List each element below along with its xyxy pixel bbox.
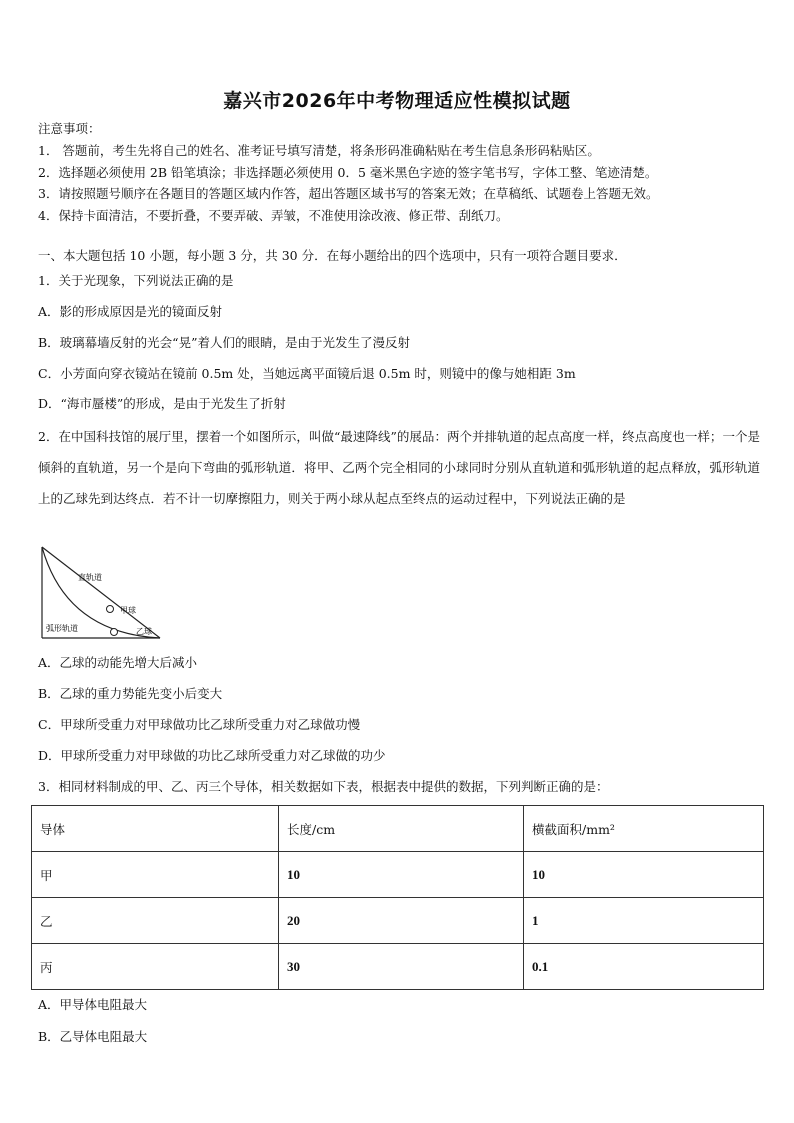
table-row (32, 898, 764, 944)
option-a: A．甲导体电阻最大 (38, 997, 148, 1012)
ball-b (111, 629, 118, 636)
table-cell: 甲 (32, 852, 279, 898)
notice-item: 2．选择题必须使用 2B 铅笔填涂；非选择题必须使用 0．5 毫米黑色字迹的签字笔书写，字体工整、笔迹清楚。 (38, 165, 658, 180)
table-row (32, 944, 764, 990)
section-header: 一、本大题包括 10 小题，每小题 3 分，共 30 分．在每小题给出的四个选项中，只有一项符合题目要求． (38, 248, 627, 263)
data-table (31, 805, 764, 990)
option-d: D．“海市蜃楼”的形成，是由于光发生了折射 (38, 396, 286, 411)
ball-b-label: 乙球 (136, 627, 152, 636)
table-cell: 1 (524, 898, 764, 944)
option-a: A．乙球的动能先增大后减小 (38, 655, 198, 670)
table-cell: 30 (279, 944, 524, 990)
ball-a-label: 甲球 (120, 606, 136, 615)
table-cell: 丙 (32, 944, 279, 990)
table-cell: 10 (279, 852, 524, 898)
question-stem: 1．关于光现象，下列说法正确的是 (38, 273, 234, 288)
question-stem: 2．在中国科技馆的展厅里，摆着一个如图所示，叫做“最速降线”的展品：两个并排轨道的起点高度一样，终点高度也一样；一个是倾斜的直轨道，另一个是向下弯曲的弧形轨道．将甲、乙两个完全相同的小球同时分别从直轨道和弧形轨道的起点释放，弧形轨道上的乙球先到达终点．若不计一切摩擦阻力，则关于两小球从起点至终点的运动过程中，下列说法正确的是 (38, 429, 760, 506)
brachistochrone-figure (38, 545, 168, 645)
table-header-cell: 长度/cm (279, 806, 524, 852)
option-c: C．甲球所受重力对甲球做功比乙球所受重力对乙球做功慢 (38, 717, 361, 732)
notice-heading: 注意事项： (38, 121, 101, 136)
table-cell: 乙 (32, 898, 279, 944)
notice-item: 1． 答题前，考生先将自己的姓名、准考证号填写清楚，将条形码准确粘贴在考生信息条形码粘贴区。 (38, 143, 600, 158)
option-b: B．玻璃幕墙反射的光会“晃”着人们的眼睛，是由于光发生了漫反射 (38, 335, 410, 350)
option-d: D．甲球所受重力对甲球做的功比乙球所受重力对乙球做的功少 (38, 748, 386, 763)
page-title: 嘉兴市2026年中考物理适应性模拟试题 (223, 90, 571, 112)
option-a: A．影的形成原因是光的镜面反射 (38, 304, 223, 319)
ball-a (107, 606, 114, 613)
table-row (32, 852, 764, 898)
table-header-cell: 导体 (32, 806, 279, 852)
notice-item: 3．请按照题号顺序在各题目的答题区域内作答，超出答题区域书写的答案无效；在草稿纸、试题卷上答题无效。 (38, 186, 659, 201)
straight-track-label: 直轨道 (78, 573, 102, 582)
table-header-cell: 横截面积/mm² (524, 806, 764, 852)
option-b: B．乙球的重力势能先变小后变大 (38, 686, 223, 701)
table-cell: 20 (279, 898, 524, 944)
notice-item: 4．保持卡面清洁，不要折叠，不要弄破、弄皱，不准使用涂改液、修正带、刮纸刀。 (38, 208, 509, 223)
table-header-row (32, 806, 764, 852)
table-cell: 10 (524, 852, 764, 898)
question-stem: 3．相同材料制成的甲、乙、丙三个导体，相关数据如下表，根据表中提供的数据，下列判断正确的是： (38, 779, 609, 794)
option-c: C．小芳面向穿衣镜站在镜前 0.5m 处，当她远离平面镜后退 0.5m 时，则镜中的像与她相距 3m (38, 366, 576, 381)
arc-track-label: 弧形轨道 (46, 624, 78, 633)
table-cell: 0.1 (524, 944, 764, 990)
option-b: B．乙导体电阻最大 (38, 1029, 148, 1044)
